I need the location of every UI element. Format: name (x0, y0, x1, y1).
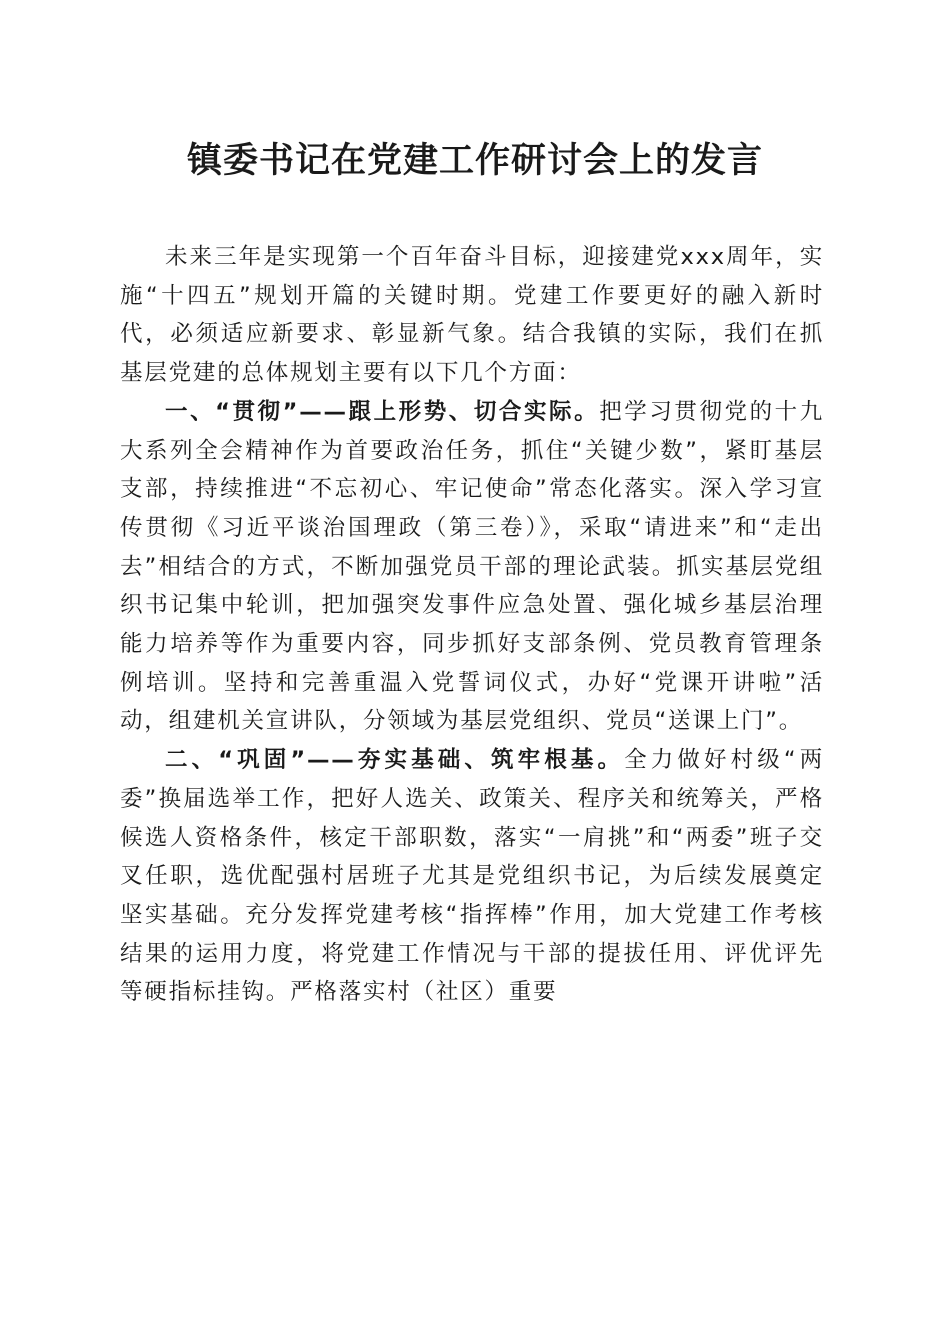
section-paragraph-1 (120, 393, 824, 741)
section-paragraph-2 (120, 741, 824, 1012)
section-heading-2: 二、“巩固”——夯实基础、筑牢根基。 (165, 747, 625, 774)
intro-paragraph: 未来三年是实现第一个百年奋斗目标，迎接建党xxx周年，实施“十四五”规划开篇的关键时期。党建工作要更好的融入新时代，必须适应新要求、彰显新气象。结合我镇的实际，我们在抓基层党建的总体规划主要有以下几个方面： (120, 244, 824, 387)
section-text-2: 全力做好村级“两委”换届选举工作，把好人选关、政策关、程序关和统筹关，严格候选人资格条件，核定干部职数，落实“一肩挑”和“两委”班子交叉任职，选优配强村居班子尤其是党组织书记，为后续发展奠定坚实基础。充分发挥党建考核“指挥棒”作用，加大党建工作考核结果的运用力度，将党建工作情况与干部的提拔任用、评优评先等硬指标挂钩。严格落实村（社区）重要 (120, 747, 824, 1006)
section-heading-1: 一、“贯彻”——跟上形势、切合实际。 (165, 398, 600, 425)
section-text-1: 把学习贯彻党的十九大系列全会精神作为首要政治任务，抓住“关键少数”，紧盯基层支部，持续推进“不忘初心、牢记使命”常态化落实。深入学习宣传贯彻《习近平谈治国理政（第三卷）》，采取“请进来”和“走出去”相结合的方式，不断加强党员干部的理论武装。抓实基层党组织书记集中轮训，把加强突发事件应急处置、强化城乡基层治理能力培养等作为重要内容，同步抓好支部条例、党员教育管理条例培训。坚持和完善重温入党誓词仪式，办好“党课开讲啦”活动，组建机关宣讲队，分领域为基层党组织、党员“送课上门”。 (120, 398, 824, 735)
document-title: 镇委书记在党建工作研讨会上的发言 (186, 140, 763, 181)
document-body (120, 238, 824, 1012)
